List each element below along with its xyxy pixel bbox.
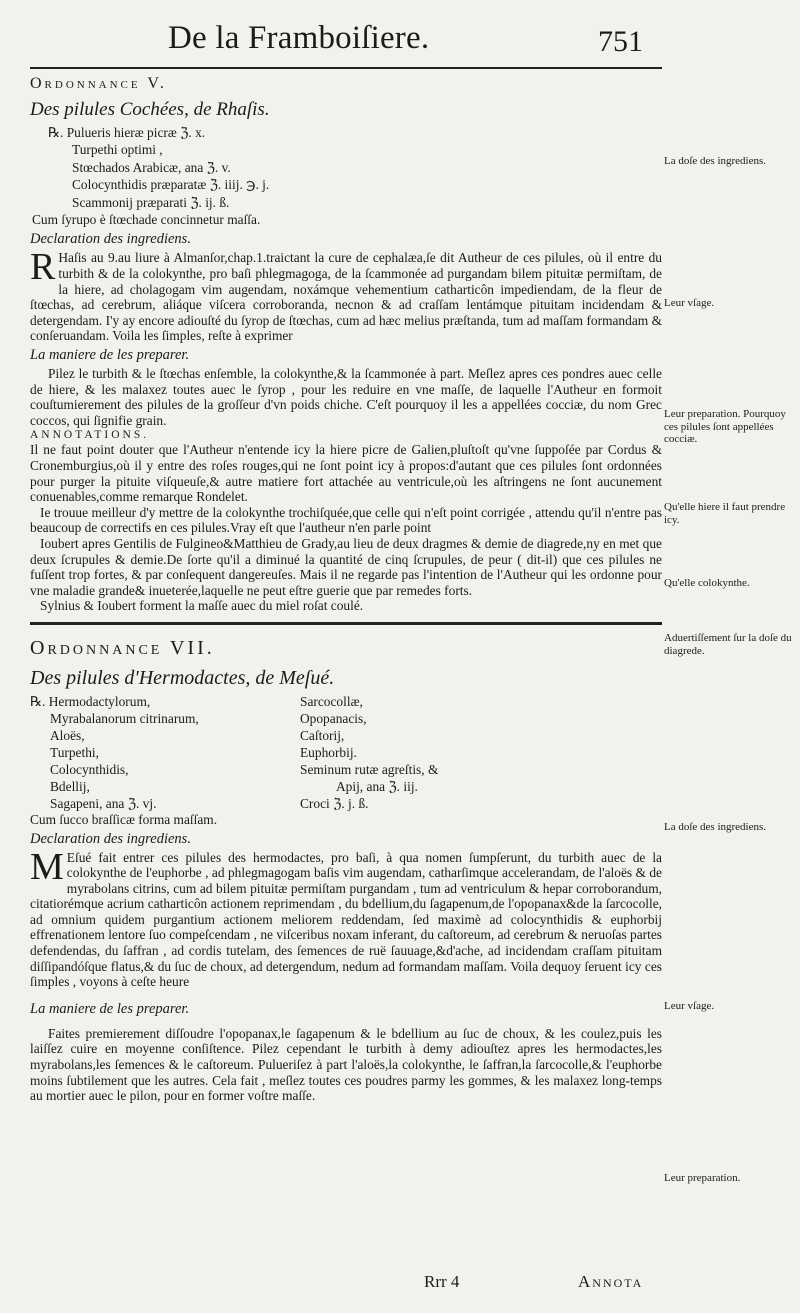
header-rule bbox=[30, 67, 662, 69]
ordonnance-vii-recipe bbox=[30, 693, 662, 812]
ordonnance-v-subtitle: Des pilules Cochées, de Rhaſis. bbox=[30, 99, 270, 120]
recipe-line: Colocynthidis præparatæ ℨ. iiij. ℈. j. bbox=[72, 177, 270, 193]
ordonnance-vii-subtitle: Des pilules d'Hermodactes, de Meſué. bbox=[30, 666, 335, 689]
running-title: De la Framboiſiere. bbox=[168, 20, 430, 56]
recipe-line: Colocynthidis, bbox=[50, 761, 129, 777]
recipe-line: Caſtorij, bbox=[300, 727, 345, 743]
main-text-column bbox=[30, 72, 662, 1104]
recipe-line: ℞. Pulueris hieræ picræ ℨ. x. bbox=[48, 125, 206, 140]
margin-note: Qu'elle colokynthe. bbox=[664, 577, 750, 589]
margin-note: La doſe des ingrediens. bbox=[664, 155, 767, 167]
margin-note: Leur vſage. bbox=[664, 297, 715, 309]
catchword: Annota bbox=[578, 1272, 644, 1291]
margin-note: Qu'elle hiere il faut prendre icy. bbox=[664, 501, 786, 526]
recipe-line: Turpethi optimi , bbox=[72, 142, 163, 158]
preparation-heading: La maniere de les preparer. bbox=[30, 347, 190, 363]
preparation-text: Faites premierement diſſoudre l'opopanax,le ſagapenum & le bdellium au ſuc de choux, & les coulez,puis les laiſſez cuire en moyenne conſiſtence. Pilez cependant le turbith à demy adiouſtez apres les hermodactes,les myrabolans,les ſemences & le caſtoreum. Pulueriſez à part l'aloës,la colokynthe, le ſaffran,la ſarcocolle,& l'euphorbe moins ſubtilement que les autres. Cela fait , meſlez toutes ces poudres parmy les gommes, & les malaxez long-temps au mortier auec le pilon, pour en former voſtre maſſe. bbox=[30, 1025, 662, 1104]
drop-cap: M bbox=[30, 845, 64, 888]
recipe-line: Sagapeni, ana ℨ. vj. bbox=[50, 795, 157, 811]
margin-note: La doſe des ingrediens. bbox=[664, 821, 767, 833]
annotation-paragraph: Sylnius & Ioubert forment la maſſe auec du miel roſat coulé. bbox=[40, 598, 364, 614]
recipe-line: ℞. Hermodactylorum, bbox=[30, 693, 151, 709]
annotation-paragraph: Il ne faut point douter que l'Autheur n'entende icy la hiere picre de Galien,pluſtoſt qu'vne ſuppoſée par Cordus & Cronemburgius,où il y entre des roſes rouges,qui ne ſont point icy à propos:d'autant que ces pilules ſont ordonnées pour purger la pituite viſqueuſe,& autre matiere fort attachée au ventricule,où les aſtringens ne ſont aucunement conuenables,comme remarque Rondelet. bbox=[30, 442, 662, 505]
margin-note: Leur preparation. Pourquoy ces pilules ſont appellées cocciæ. bbox=[664, 408, 786, 445]
ordonnance-v-recipe bbox=[32, 124, 662, 228]
preparation-heading: La maniere de les preparer. bbox=[30, 1000, 190, 1017]
signature-mark: Rrr 4 bbox=[424, 1272, 460, 1291]
recipe-line: Myrabalanorum citrinarum, bbox=[50, 710, 199, 726]
declaration-text: Eſué fait entrer ces pilules des hermodactes, pro baſi, à qua nomen ſumpſerunt, du turbith auec de la colokynthe de l'euphorbe , ad phlegmagogam baſis vim augendam, catharſimque accelerandam, de l'aloës & de myrabolans citrins, cum ad bilem pituitæ permiſtam purgandam , tum ad ventriculum & hepar corroborandum, citatiorémque acrium catharticôn actionem reprimendam , du bdellium,du ſagapenum,de l'opopanax&de la ſarcocolle, ad omnium quidem purgantium actionem meliorem reddendam, ſed maximè ad colocynthidis & euphorbij effrenationem lentore ſuo compeſcendam , ne viſceribus noxam inferant, du caſtoreum, ad cerebrum & neruoſas partes defendendas, du ſaffran , ad cordis tutelam, des ſemences de ruë ſauuage,&d'ache, ad incidendam craſſam pituitam diſſipandóſque flatus,& du ſuc de choux, ad detergendum, nedum ad formandam maſſam. Voila dequoy ſeruent icy ces ſimples , voyons à ceſte heure bbox=[30, 849, 662, 990]
drop-cap: R bbox=[30, 246, 56, 289]
declaration-heading: Declaration des ingrediens. bbox=[30, 830, 191, 847]
declaration-paragraph bbox=[30, 246, 662, 344]
recipe-line: Cum ſyrupo è ſtœchade concinnetur maſſa. bbox=[32, 212, 261, 228]
recipe-line: Aloës, bbox=[50, 727, 85, 743]
preparation-text: Pilez le turbith & le ſtœchas enſemble, la colokynthe,& la ſcammonée à part. Meſlez apres ces pondres auec celle de hiere, & les malaxez toutes auec le ſyrop , pour les reduire en vne maſſe, de laquelle l'Autheur en formoit couſtumierement des pilules de la groſſeur d'vn poids chiche. C'eſt pourquoy il les a appellées cocciæ, du nom Grec coccos, qui ſignifie grain. bbox=[30, 366, 662, 428]
recipe-line: Sarcocollæ, bbox=[300, 693, 363, 709]
recipe-line: Bdellij, bbox=[50, 778, 90, 794]
recipe-closing-line: Cum ſucco braſſicæ forma maſſam. bbox=[30, 811, 218, 827]
recipe-line: Euphorbij. bbox=[300, 744, 357, 760]
recipe-column-right bbox=[300, 693, 640, 812]
margin-note: Leur vſage. bbox=[664, 1000, 715, 1012]
recipe-line: Stœchados Arabicæ, ana ℨ. v. bbox=[72, 159, 231, 175]
margin-note: Leur preparation. bbox=[664, 1172, 741, 1184]
declaration-heading: Declaration des ingrediens. bbox=[30, 231, 191, 248]
ordonnance-v-heading: Ordonnance V. bbox=[30, 75, 167, 92]
annotations-heading: ANNOTATIONS. bbox=[30, 429, 150, 442]
declaration-paragraph bbox=[30, 845, 662, 990]
recipe-line: Turpethi, bbox=[50, 744, 99, 760]
recipe-line: Apij, ana ℨ. iij. bbox=[336, 778, 418, 794]
recipe-line: Seminum rutæ agreſtis, & bbox=[300, 761, 439, 777]
recipe-column-left bbox=[30, 693, 300, 812]
ordonnance-vii-heading: Ordonnance VII. bbox=[30, 636, 215, 659]
section-rule bbox=[30, 622, 662, 625]
margin-note: Aduertiſſement ſur la doſe du diagrede. bbox=[664, 632, 792, 657]
recipe-line: Opopanacis, bbox=[300, 710, 367, 726]
declaration-text: Haſis au 9.au liure à Almanſor,chap.1.traictant la cure de cephalæa,ſe dit Autheur de ces pilules, où il entre du turbith & de la colokynthe, pro baſi phlegmagoga, de la ſcammonée ad purgandam bilem pituitæ permiſtam, de la hiere, ad cholagogam vim augendam, noxámque vehementium catharticôn impediendam, de la fleur de ſtœchas, ad cerebrum, aliáque viſcera corroboranda, necnon & ad craſſam lentámque pituitam incidendam & detergendam. I'y ay encore adiouſté du ſyrop de ſtœchas, cum ad hæc melius præſtanda, tum ad maſſam formandam & conſeruandam. Voila les ſimples, reſte à exprimer bbox=[30, 250, 662, 344]
annotation-paragraph: Ie trouue meilleur d'y mettre de la colokynthe trochiſquée,que celle qui n'eſt point corrigée , attendu qu'il n'entre pas beaucoup de correctifs en ces pilules.Vray eſt que l'autheur n'en parle point bbox=[30, 504, 662, 536]
recipe-line: Croci ℨ. j. ß. bbox=[300, 795, 369, 811]
page-number: 751 bbox=[598, 25, 643, 58]
recipe-line: Scammonij præparati ℨ. ij. ß. bbox=[72, 194, 230, 210]
annotation-paragraph: Ioubert apres Gentilis de Fulgineo&Matthieu de Grady,au lieu de deux dragmes & demie de diagrede,ny en met que deux ſcrupules & demie.De ſorte qu'il a diminué la quantité de cinq ſcrupules, de peur ( dit-il) que ces pilules ne fuſſent trop fortes, & par conſequent dangereuſes. Mais il ne regarde pas l'intention de l'Autheur qui les ordonne pour vne maladie grande& inueterée,laquelle ne peut eſtre guerie que par remedes forts. bbox=[30, 535, 662, 598]
